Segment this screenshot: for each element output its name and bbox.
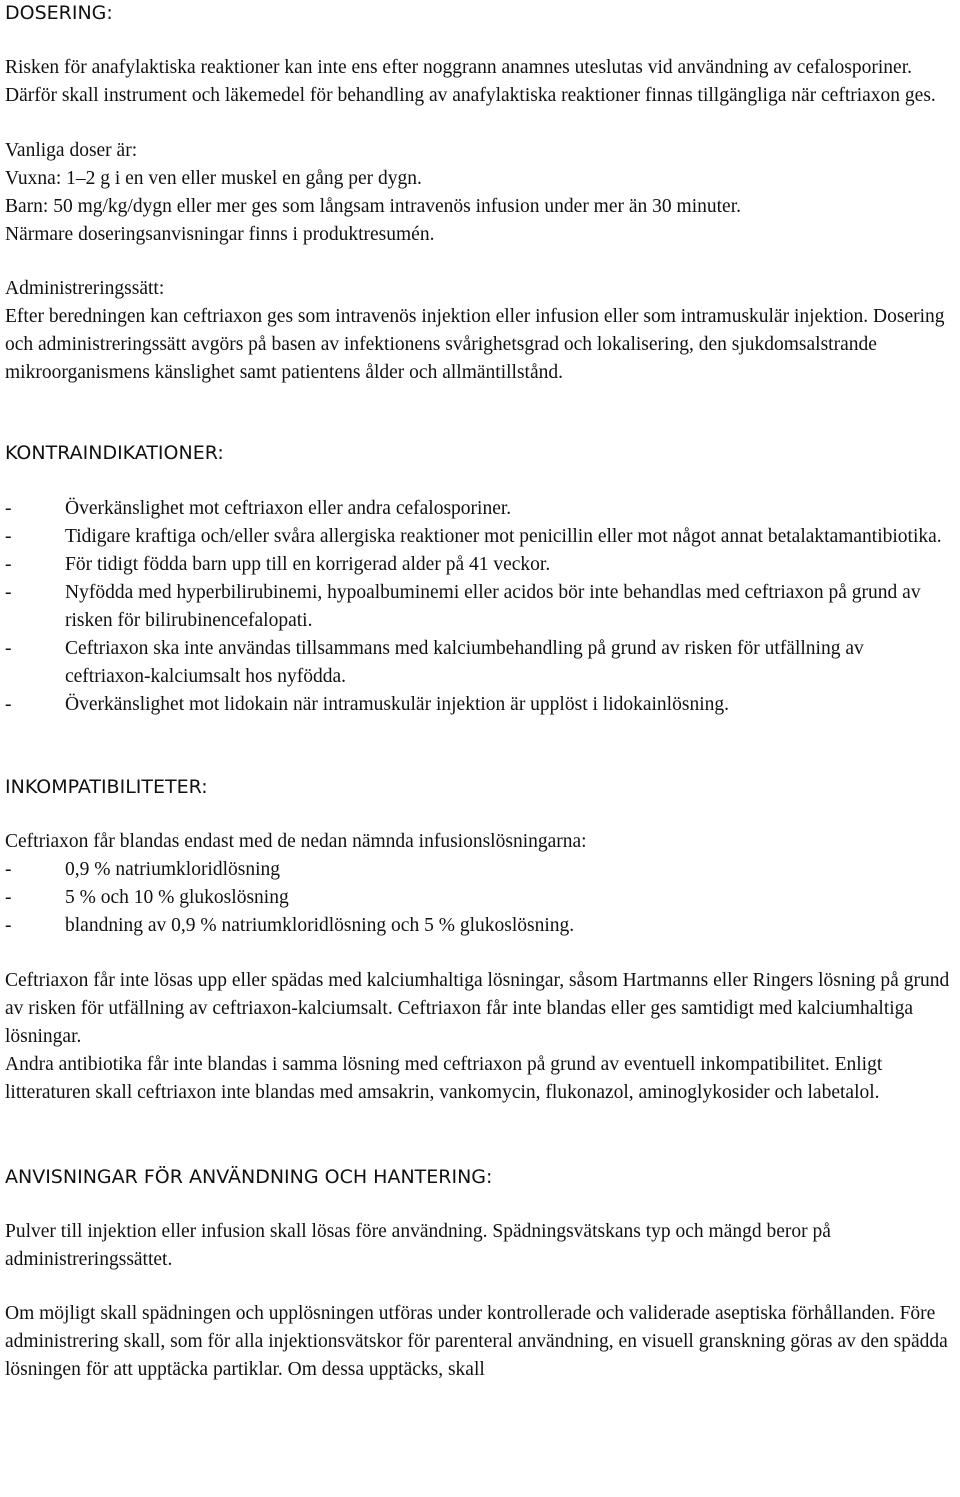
list-item: - Nyfödda med hyperbilirubinemi, hypoalbuminemi eller acidos bör inte behandlas med ceftriaxon på grund av risken för bilirubinencefalopati. bbox=[5, 582, 921, 631]
list-item: - 5 % och 10 % glukoslösning bbox=[5, 887, 289, 908]
section-heading-anvisningar: ANVISNINGAR FÖR ANVÄNDNING OCH HANTERING: bbox=[5, 1166, 493, 1188]
section-heading-inkompatibiliteter: INKOMPATIBILITETER: bbox=[5, 776, 208, 798]
contraindications-list bbox=[5, 495, 953, 719]
list-item: - Överkänslighet mot ceftriaxon eller andra cefalosporiner. bbox=[5, 498, 512, 519]
dosing-more-info: Närmare doseringsanvisningar finns i produktresumén. bbox=[5, 224, 435, 245]
preparation-text: Pulver till injektion eller infusion skall lösas före användning. Spädningsvätskans typ och mängd beror på administreringssättet. bbox=[5, 1221, 831, 1270]
adult-dose: Vuxna: 1–2 g i en ven eller muskel en gång per dygn. bbox=[5, 168, 422, 189]
list-item: - För tidigt födda barn upp till en korrigerad alder på 41 veckor. bbox=[5, 554, 551, 575]
antibiotics-incompatibility-text: Andra antibiotika får inte blandas i samma lösning med ceftriaxon på grund av eventuell inkompatibilitet. Enligt litteraturen skall ceftriaxon inte blandas med amsakrin, vankomycin, flukonazol, aminoglykosider och labetalol. bbox=[5, 1054, 883, 1103]
list-item: - blandning av 0,9 % natriumkloridlösning och 5 % glukoslösning. bbox=[5, 915, 575, 936]
administration-text: Efter beredningen kan ceftriaxon ges som intravenös injektion eller infusion eller som intramuskulär injektion. Dosering och administreringssätt avgörs på basen av infektionens svårighetsgrad och lokalisering, den sjukdomsalstrande mikroorganismens känslighet samt patientens ålder och allmäntillstånd. bbox=[5, 306, 945, 383]
incompatibility-notes bbox=[5, 967, 953, 1107]
compatible-solutions-list bbox=[5, 856, 953, 940]
list-item: - Överkänslighet mot lidokain när intramuskulär injektion är upplöst i lidokainlösning. bbox=[5, 694, 729, 715]
compatible-solutions-intro: Ceftriaxon får blandas endast med de nedan nämnda infusionslösningarna: bbox=[5, 831, 587, 852]
list-item: - 0,9 % natriumkloridlösning bbox=[5, 859, 281, 880]
aseptic-handling-text: Om möjligt skall spädningen och upplösningen utföras under kontrollerade och validerade aseptiska förhållanden. Före administrering skall, som för alla injektionsvätskor för parenteral användning, en visuell granskning göras av den spädda lösningen för att upptäcka partiklar. Om dessa upptäcks, skall bbox=[5, 1303, 948, 1380]
section-heading-kontraindikationer: KONTRAINDIKATIONER: bbox=[5, 442, 224, 464]
list-item: - Tidigare kraftiga och/eller svåra allergiska reaktioner mot penicillin eller mot något annat betalaktamantibiotika. bbox=[5, 526, 942, 547]
list-item: - Ceftriaxon ska inte användas tillsammans med kalciumbehandling på grund av risken för utfällning av ceftriaxon-kalciumsalt hos nyfödda. bbox=[5, 638, 864, 687]
calcium-incompatibility-text: Ceftriaxon får inte lösas upp eller spädas med kalciumhaltiga lösningar, såsom Hartmanns eller Ringers lösning på grund av risken för utfällning av ceftriaxon-kalciumsalt. Ceftriaxon får inte blandas eller ges samtidigt med kalciumhaltiga lösningar. bbox=[5, 970, 950, 1047]
administration-label: Administreringssätt: bbox=[5, 278, 165, 299]
usual-doses-block bbox=[5, 137, 953, 249]
anaphylaxis-warning: Risken för anafylaktiska reaktioner kan inte ens efter noggrann anamnes uteslutas vid användning av cefalosporiner. Därför skall instrument och läkemedel för behandling av anafylaktiska reaktioner finnas tillgängliga när ceftriaxon ges. bbox=[5, 57, 936, 106]
document-page bbox=[5, 0, 953, 1384]
child-dose: Barn: 50 mg/kg/dygn eller mer ges som långsam intravenös infusion under mer än 30 minuter. bbox=[5, 196, 741, 217]
usual-doses-label: Vanliga doser är: bbox=[5, 140, 138, 161]
administration-block bbox=[5, 275, 953, 387]
section-heading-dosering: DOSERING: bbox=[5, 2, 113, 24]
